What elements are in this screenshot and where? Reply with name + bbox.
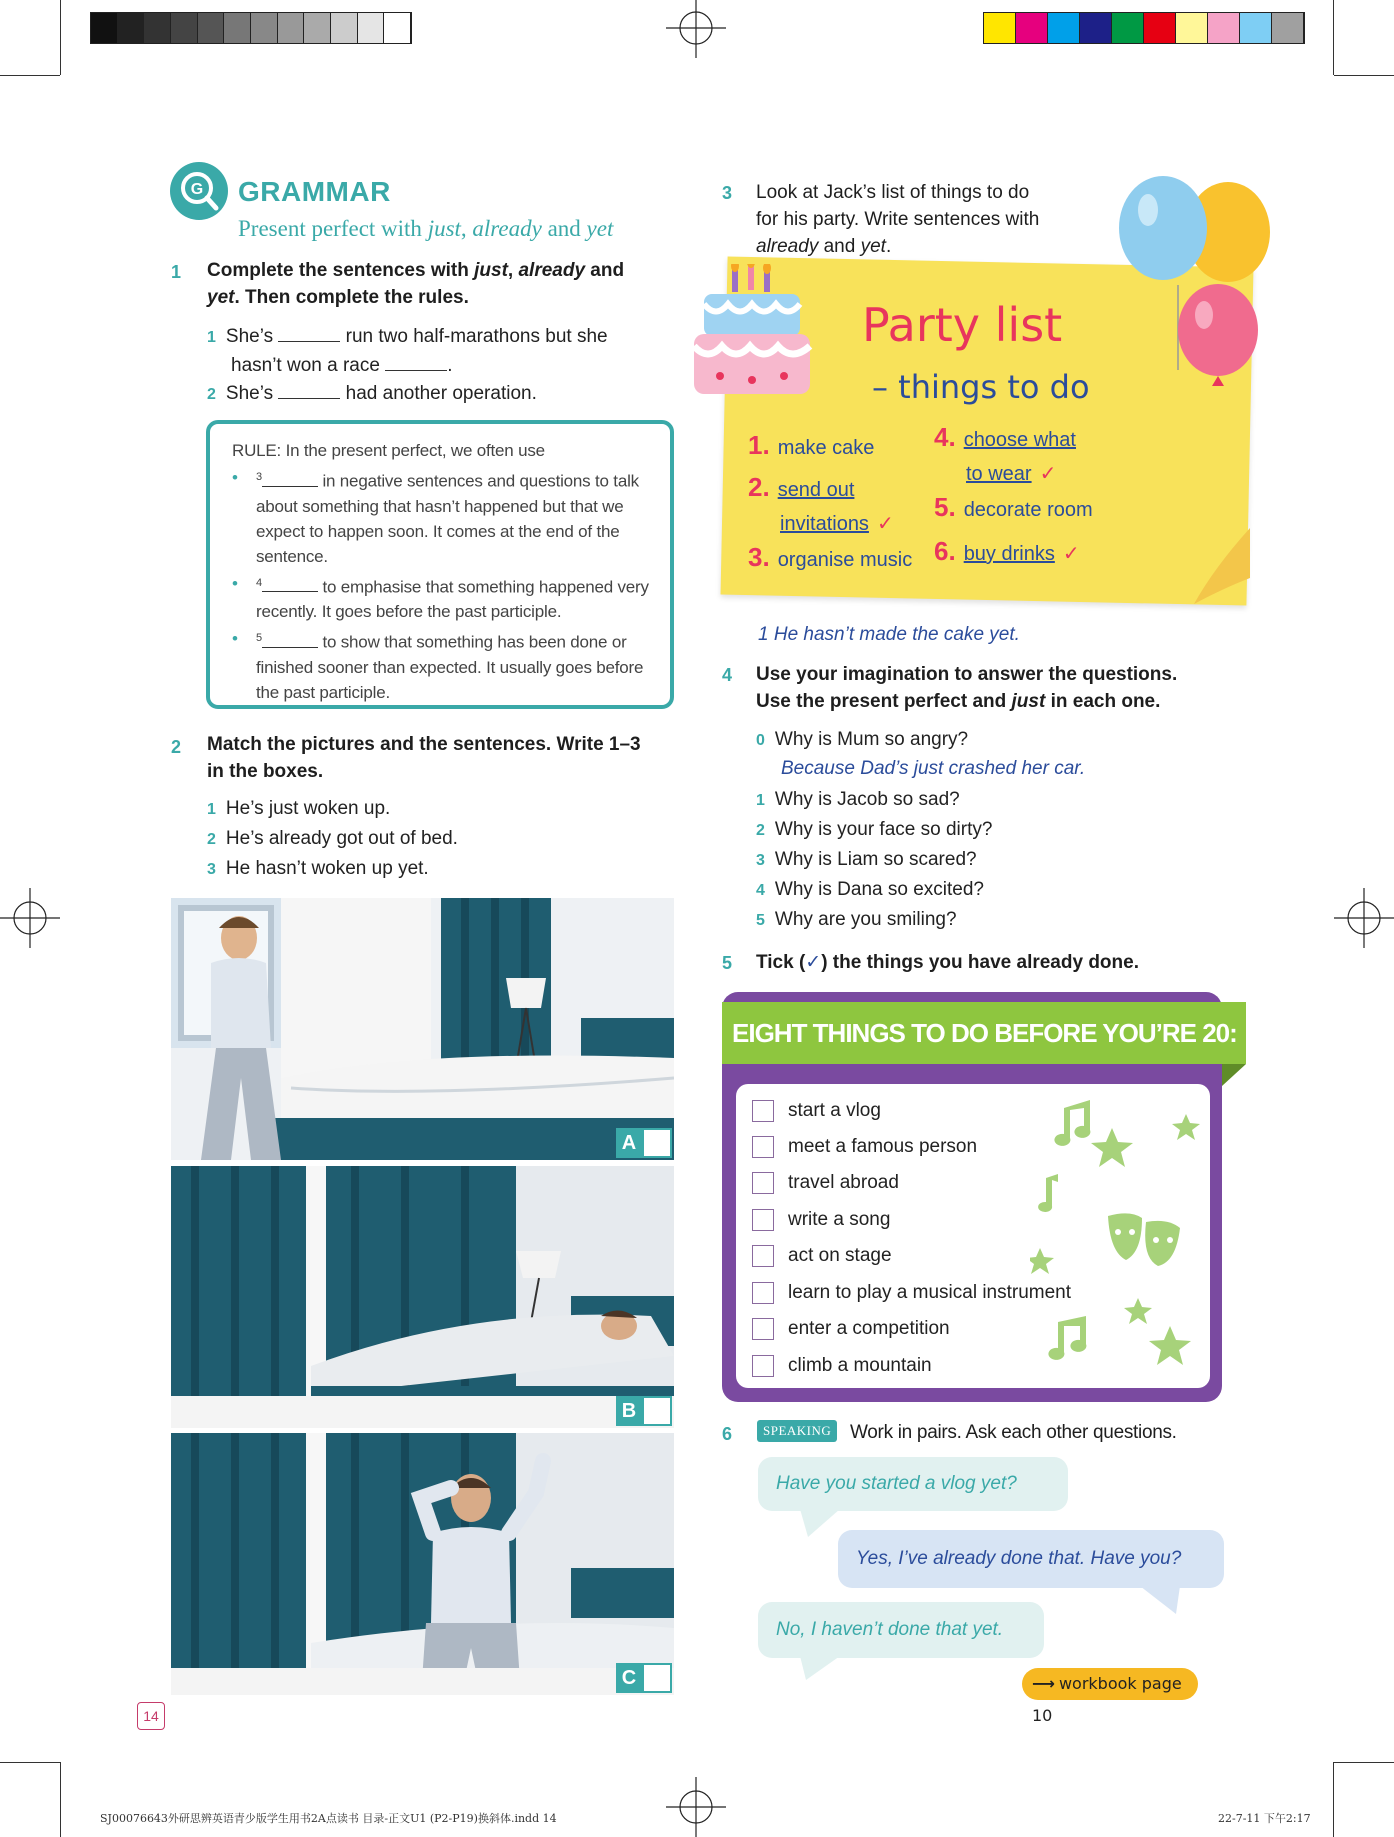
- party-list-item: 6. buy drinks ✓: [934, 536, 1080, 566]
- grammar-magnifier-icon: [170, 162, 228, 220]
- checklist-banner: EIGHT THINGS TO DO BEFORE YOU’RE 20:: [722, 1002, 1246, 1064]
- speech-bubble: Have you started a vlog yet?: [758, 1457, 1068, 1511]
- calibration-swatch: [1240, 13, 1272, 43]
- exercise-number: 1: [171, 262, 182, 282]
- page-number: 14: [137, 1702, 165, 1730]
- checkbox[interactable]: [752, 1136, 774, 1158]
- calibration-swatch: [171, 13, 198, 43]
- answer-box[interactable]: [642, 1396, 672, 1426]
- checkbox[interactable]: [752, 1245, 774, 1267]
- crop-mark: [1333, 1762, 1334, 1837]
- exercise-4-instruction: Use your imagination to answer the questions. Use the present perfect and just in each one.: [756, 664, 1178, 712]
- exercise-number: 3: [722, 183, 733, 203]
- answer-blank[interactable]: [278, 381, 340, 399]
- exercise-4-item: 1 Why is Jacob so sad?: [756, 789, 960, 810]
- party-list-item: 1. make cake: [748, 430, 875, 460]
- photo-label: [616, 1663, 672, 1693]
- answer-box[interactable]: [642, 1128, 672, 1158]
- bubble-tail-icon: [800, 1656, 840, 1680]
- calibration-swatch: [1016, 13, 1048, 43]
- calibration-swatch: [144, 13, 171, 43]
- calibration-swatch: [304, 13, 331, 43]
- gray-calibration-strip: [90, 12, 412, 44]
- workbook-reference-link[interactable]: ⟶ workbook page 10: [1022, 1668, 1198, 1700]
- exercise-4-item: 2 Why is your face so dirty?: [756, 819, 993, 840]
- bubble-tail-icon: [800, 1509, 840, 1537]
- checkmark-icon: ✓: [876, 513, 894, 535]
- calibration-swatch: [1208, 13, 1240, 43]
- party-list-title: Party list: [862, 298, 1063, 352]
- photo-label: [616, 1128, 672, 1158]
- bubble-tail-icon: [1140, 1586, 1180, 1614]
- print-footer-file: SJ00076643外研思辨英语青少版学生用书2A点读书 目录-正文U1 (P2-P19)换斜体.indd 14: [100, 1812, 557, 1825]
- birthday-cake-icon: [690, 264, 820, 404]
- exercise-4-item: 5 Why are you smiling?: [756, 909, 957, 930]
- answer-blank[interactable]: [262, 578, 318, 592]
- party-list-subtitle: – things to do: [872, 368, 1090, 406]
- calibration-swatch: [1112, 13, 1144, 43]
- exercise-4-item: 0 Why is Mum so angry?: [756, 729, 969, 750]
- arrow-right-icon: ⟶: [1032, 1674, 1055, 1693]
- calibration-swatch: [1272, 13, 1304, 43]
- svg-text:G: G: [190, 181, 204, 198]
- rule-item: • $^3$ in negative sentences and questions to talk about something that hasn’t happened but that we expect to happen soon. It comes at the end of the sentence.: [232, 465, 652, 569]
- crop-mark: [60, 1762, 61, 1837]
- calibration-swatch: [1176, 13, 1208, 43]
- exercise-5-instruction: Tick (✓) the things you have already done.: [756, 952, 1139, 973]
- checkmark-icon: ✓: [1039, 463, 1057, 485]
- calibration-swatch: [331, 13, 358, 43]
- checkmark-icon: ✓: [1062, 543, 1080, 565]
- crop-mark: [60, 0, 61, 75]
- crop-mark: [1334, 75, 1394, 76]
- party-list-item: 5. decorate room: [934, 492, 1093, 522]
- exercise-4-item: 3 Why is Liam so scared?: [756, 849, 977, 870]
- exercise-number: 4: [722, 665, 733, 685]
- photo-c-man-waking-up: [171, 1433, 674, 1695]
- rule-item: • $^5$ to show that something has been done or finished sooner than expected. It usually goes before the past participle.: [232, 626, 652, 705]
- checkbox[interactable]: [752, 1282, 774, 1304]
- speaking-tag: SPEAKING: [757, 1420, 837, 1442]
- photo-label: [616, 1396, 672, 1426]
- exercise-1-instruction: Complete the sentences with just, already and yet. Then complete the rules.: [207, 260, 625, 308]
- photo-letter: B: [616, 1396, 642, 1426]
- photo-letter: A: [616, 1128, 642, 1158]
- crop-mark: [1334, 1762, 1394, 1763]
- registration-mark-icon: [1334, 888, 1394, 948]
- checklist-item: climb a mountain: [752, 1355, 932, 1377]
- balloons-icon: [1108, 170, 1278, 420]
- answer-blank[interactable]: [262, 473, 318, 487]
- checkbox[interactable]: [752, 1318, 774, 1340]
- registration-mark-icon: [666, 0, 726, 60]
- checklist-item: meet a famous person: [752, 1136, 977, 1158]
- music-and-stars-decoration-icon: [1030, 1090, 1210, 1380]
- exercise-1-item: 1 She’s run two half-marathons but she hasn’t won a race .: [207, 326, 608, 376]
- example-answer: 1 He hasn’t made the cake yet.: [758, 624, 1020, 645]
- calibration-swatch: [118, 13, 145, 43]
- calibration-swatch: [91, 13, 118, 43]
- photo-letter: C: [616, 1663, 642, 1693]
- rule-item: • $^4$ to emphasise that something happened very recently. It goes before the past participle.: [232, 571, 652, 625]
- color-calibration-strip: [983, 12, 1305, 44]
- speech-bubble: No, I haven’t done that yet.: [758, 1602, 1044, 1658]
- calibration-swatch: [384, 13, 411, 43]
- print-footer-date: 22-7-11 下午2:17: [1218, 1812, 1311, 1825]
- answer-blank[interactable]: [262, 634, 318, 648]
- photo-b-man-sleeping: [171, 1166, 674, 1428]
- checkbox[interactable]: [752, 1100, 774, 1122]
- checklist-item: travel abroad: [752, 1172, 899, 1194]
- answer-blank[interactable]: [385, 353, 447, 371]
- calibration-swatch: [358, 13, 385, 43]
- exercise-number: 6: [722, 1424, 733, 1444]
- checklist-item: learn to play a musical instrument: [752, 1282, 1071, 1304]
- banner-fold-icon: [1222, 1064, 1246, 1086]
- party-list-item: 2. send out invitations ✓: [748, 472, 894, 535]
- crop-mark: [0, 75, 60, 76]
- exercise-2-item: 2 He’s already got out of bed.: [207, 828, 458, 849]
- calibration-swatch: [224, 13, 251, 43]
- exercise-2-instruction: Match the pictures and the sentences. Write 1–3 in the boxes.: [207, 734, 641, 782]
- calibration-swatch: [278, 13, 305, 43]
- checklist-item: start a vlog: [752, 1100, 881, 1122]
- speech-bubble: Yes, I’ve already done that. Have you?: [838, 1530, 1224, 1588]
- exercise-1-item: 2 She’s had another operation.: [207, 383, 537, 404]
- registration-mark-icon: [666, 1777, 726, 1837]
- crop-mark: [0, 1762, 60, 1763]
- page-curl-icon: [1184, 528, 1256, 604]
- calibration-swatch: [1048, 13, 1080, 43]
- party-list-item: 3. organise music: [748, 542, 913, 572]
- exercise-number: 2: [171, 737, 182, 757]
- section-title: GRAMMAR: [238, 176, 391, 207]
- exercise-3-instruction: Look at Jack’s list of things to do for his party. Write sentences with already and yet.: [756, 182, 1040, 257]
- exercise-6-instruction: Work in pairs. Ask each other questions.: [850, 1422, 1177, 1443]
- calibration-swatch: [1080, 13, 1112, 43]
- photo-a-man-walking: [171, 898, 674, 1160]
- answer-blank[interactable]: [278, 324, 340, 342]
- checkbox[interactable]: [752, 1355, 774, 1377]
- rule-intro: RULE: In the present perfect, we often use: [232, 441, 545, 460]
- checkbox[interactable]: [752, 1172, 774, 1194]
- party-list-item: 4. choose what to wear ✓: [934, 422, 1076, 485]
- calibration-swatch: [251, 13, 278, 43]
- exercise-number: 5: [722, 953, 733, 973]
- calibration-swatch: [198, 13, 225, 43]
- rule-box: [206, 420, 674, 709]
- checklist-item: write a song: [752, 1209, 890, 1231]
- answer-box[interactable]: [642, 1663, 672, 1693]
- calibration-swatch: [1144, 13, 1176, 43]
- crop-mark: [1333, 0, 1334, 75]
- example-answer: Because Dad’s just crashed her car.: [781, 758, 1086, 779]
- exercise-2-item: 3 He hasn’t woken up yet.: [207, 858, 429, 879]
- calibration-swatch: [984, 13, 1016, 43]
- exercise-2-item: 1 He’s just woken up.: [207, 798, 391, 819]
- exercise-4-item: 4 Why is Dana so excited?: [756, 879, 984, 900]
- registration-mark-icon: [0, 888, 60, 948]
- section-subtitle: Present perfect with just, already and yet: [238, 216, 614, 241]
- checkbox[interactable]: [752, 1209, 774, 1231]
- checklist-item: enter a competition: [752, 1318, 950, 1340]
- checklist-item: act on stage: [752, 1245, 892, 1267]
